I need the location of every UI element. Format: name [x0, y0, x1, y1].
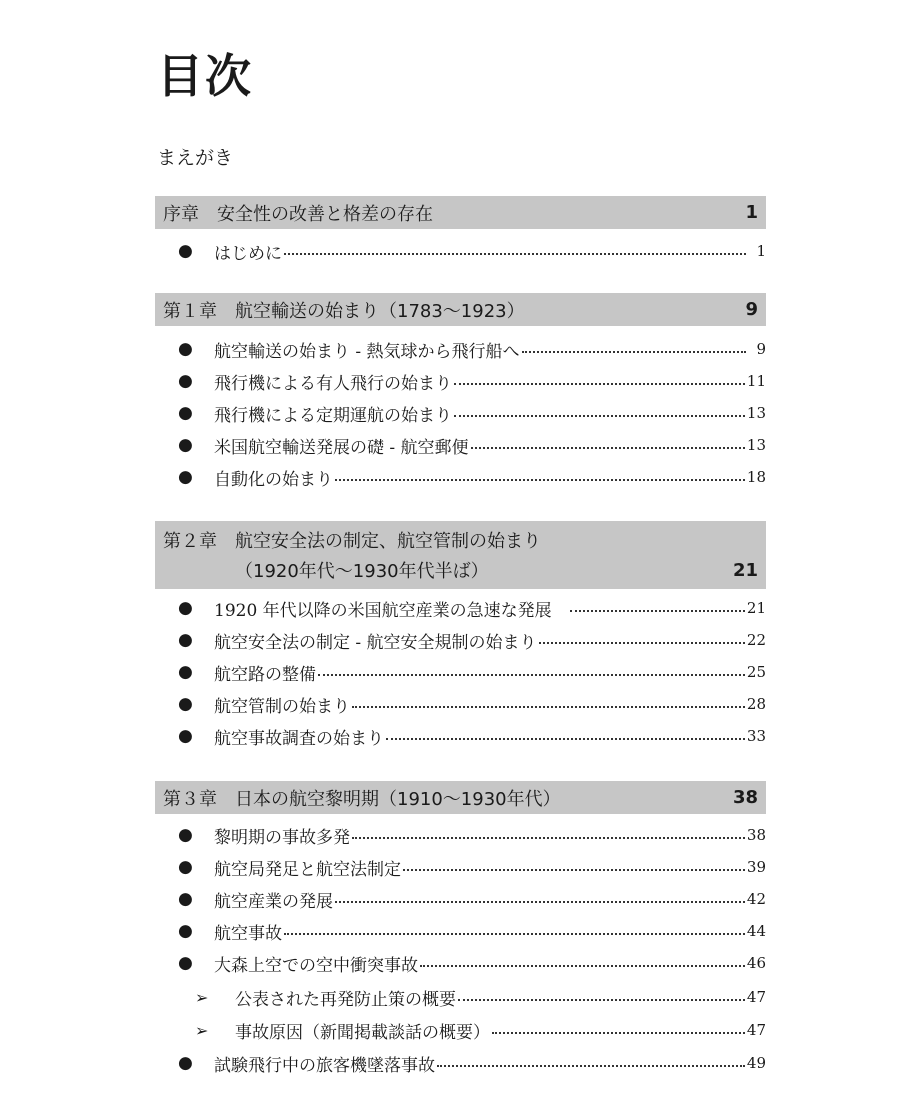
chapter-label-continued: （1920年代〜1930年代半ば） — [235, 561, 489, 582]
bullet-icon: ● — [178, 467, 193, 487]
dot-leader — [454, 381, 745, 385]
bullet-icon: ● — [178, 825, 193, 845]
toc-entry — [178, 689, 766, 719]
entry-page: 1 — [756, 242, 766, 260]
dot-leader — [539, 640, 745, 644]
chapter-page: 1 — [745, 202, 758, 223]
entry-title: 試験飛行中の旅客機墜落事故 — [214, 1055, 435, 1076]
toc-entry — [178, 884, 766, 914]
entry-page: 38 — [746, 826, 766, 844]
entry-title: 航空局発足と航空法制定 — [214, 859, 401, 880]
entry-page: 9 — [756, 340, 766, 358]
subentry-title: 公表された再発防止策の概要 — [235, 989, 456, 1010]
dot-leader — [471, 445, 745, 449]
bullet-icon: ● — [178, 371, 193, 391]
toc-entry — [178, 430, 766, 460]
entry-page: 47 — [746, 988, 766, 1006]
toc-entry — [178, 721, 766, 751]
dot-leader — [284, 931, 745, 935]
entry-title: 大森上空での空中衝突事故 — [214, 955, 418, 976]
dot-leader — [522, 349, 746, 353]
bullet-icon: ● — [178, 435, 193, 455]
entry-page: 25 — [746, 663, 766, 681]
dot-leader — [458, 997, 745, 1001]
bullet-icon: ● — [178, 857, 193, 877]
dot-leader — [335, 477, 745, 481]
bullet-icon: ● — [178, 662, 193, 682]
bullet-icon: ● — [178, 598, 193, 618]
dot-leader — [403, 867, 745, 871]
dot-leader — [437, 1063, 745, 1067]
bullet-icon: ● — [178, 694, 193, 714]
entry-title: 米国航空輸送発展の礎 - 航空郵便 — [214, 437, 469, 458]
chapter-label: 第１章 航空輸送の始まり（1783〜1923） — [163, 300, 525, 322]
entry-title: 航空輸送の始まり - 熱気球から飛行船へ — [214, 341, 520, 362]
bullet-icon: ● — [178, 921, 193, 941]
toc-entry — [178, 334, 766, 364]
entry-title: 航空事故 — [214, 923, 282, 944]
dot-leader — [570, 608, 745, 612]
chapter-page: 9 — [745, 299, 758, 320]
entry-title: はじめに — [214, 243, 282, 264]
dot-leader — [318, 672, 745, 676]
chapter-header-3 — [155, 781, 766, 814]
entry-page: 46 — [746, 954, 766, 972]
dot-leader — [352, 704, 745, 708]
dot-leader — [492, 1030, 745, 1034]
entry-title: 自動化の始まり — [214, 469, 333, 490]
entry-title: 飛行機による定期運航の始まり — [214, 405, 452, 426]
toc-entry — [178, 852, 766, 882]
entry-page: 11 — [746, 372, 766, 390]
chapter-header-2 — [155, 521, 766, 589]
dot-leader — [420, 963, 745, 967]
entry-title: 航空事故調査の始まり — [214, 728, 384, 749]
entry-page: 22 — [746, 631, 766, 649]
toc-entry — [178, 948, 766, 978]
entry-page: 47 — [746, 1021, 766, 1039]
entry-title: 航空産業の発展 — [214, 891, 333, 912]
dot-leader — [454, 413, 745, 417]
bullet-icon: ● — [178, 953, 193, 973]
toc-entry — [178, 236, 766, 266]
entry-title: 航空管制の始まり — [214, 696, 350, 717]
chapter-page: 21 — [732, 559, 758, 581]
chapter-page: 38 — [732, 787, 758, 808]
dot-leader — [335, 899, 745, 903]
entry-page: 28 — [746, 695, 766, 713]
entry-page: 49 — [746, 1054, 766, 1072]
chapter-label: 第３章 日本の航空黎明期（1910〜1930年代） — [163, 788, 561, 810]
toc-entry — [178, 398, 766, 428]
entry-page: 18 — [746, 468, 766, 486]
bullet-icon: ● — [178, 889, 193, 909]
bullet-icon: ● — [178, 241, 193, 261]
toc-entry — [178, 366, 766, 396]
entry-title: 1920 年代以降の米国航空産業の急速な発展 — [214, 600, 552, 621]
toc-entry — [178, 820, 766, 850]
toc-entry — [178, 593, 766, 623]
chapter-header-prologue — [155, 196, 766, 229]
bullet-icon: ● — [178, 339, 193, 359]
subentry-title: 事故原因（新聞掲載談話の概要） — [235, 1022, 490, 1043]
toc-entry — [178, 657, 766, 687]
chapter-label: 第２章 航空安全法の制定、航空管制の始まり — [163, 531, 541, 552]
dot-leader — [386, 736, 745, 740]
entry-page: 13 — [746, 436, 766, 454]
toc-subentry — [195, 1015, 766, 1045]
chapter-header-1 — [155, 293, 766, 326]
toc-entry — [178, 462, 766, 492]
dot-leader — [284, 251, 746, 255]
bullet-icon: ● — [178, 630, 193, 650]
toc-entry — [178, 1048, 766, 1078]
bullet-icon: ● — [178, 1053, 193, 1073]
entry-title: 航空路の整備 — [214, 664, 316, 685]
entry-title: 黎明期の事故多発 — [214, 827, 350, 848]
toc-entry — [178, 625, 766, 655]
entry-title: 航空安全法の制定 - 航空安全規制の始まり — [214, 632, 537, 653]
page-title: 目次 — [157, 49, 253, 103]
entry-page: 44 — [746, 922, 766, 940]
arrow-icon: ➢ — [195, 987, 209, 1007]
bullet-icon: ● — [178, 403, 193, 423]
toc-subentry — [195, 982, 766, 1012]
bullet-icon: ● — [178, 726, 193, 746]
entry-page: 33 — [746, 727, 766, 745]
entry-page: 13 — [746, 404, 766, 422]
foreword-entry: まえがき — [157, 147, 234, 169]
entry-page: 21 — [746, 599, 766, 617]
entry-page: 39 — [746, 858, 766, 876]
toc-entry — [178, 916, 766, 946]
chapter-label: 序章 安全性の改善と格差の存在 — [163, 203, 433, 225]
arrow-icon: ➢ — [195, 1020, 209, 1040]
dot-leader — [352, 835, 745, 839]
entry-page: 42 — [746, 890, 766, 908]
entry-title: 飛行機による有人飛行の始まり — [214, 373, 452, 394]
